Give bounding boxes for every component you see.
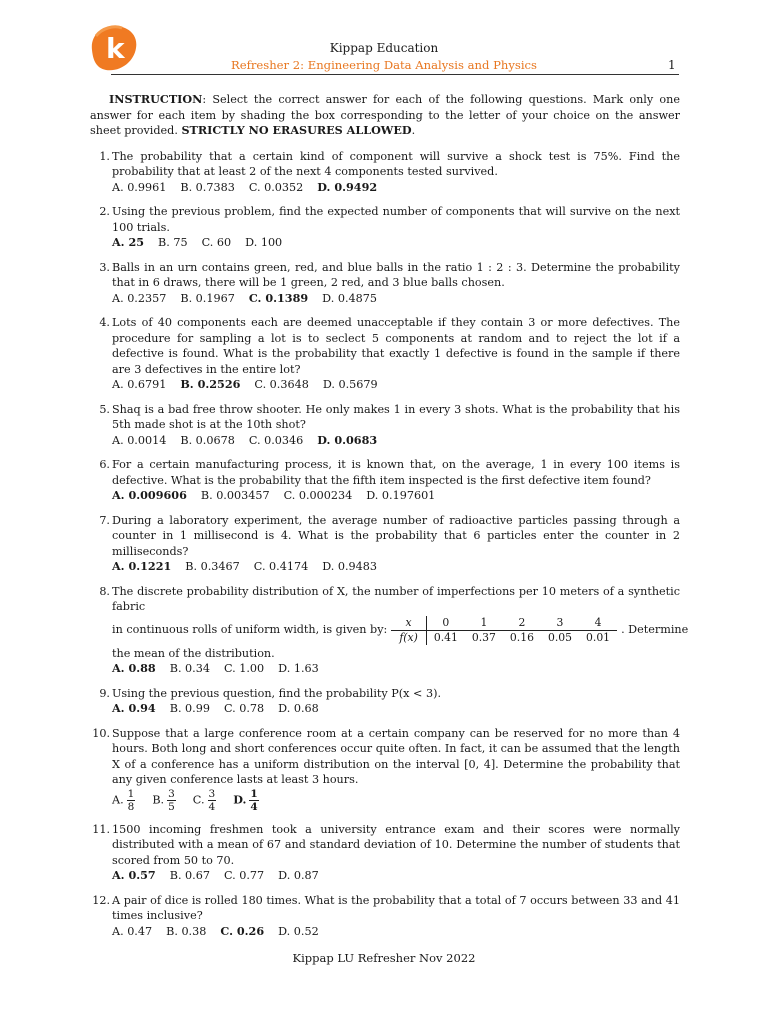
question-1 xyxy=(90,149,680,196)
answer-choice: B. 0.34 xyxy=(169,662,210,675)
choice-letter: C. xyxy=(192,793,205,806)
choices xyxy=(112,701,680,717)
question-text: Lots of 40 components each are deemed unacceptable if they contain 3 or more defectives. The procedure for sampling a lot is to seclect 5 components at random and to reject the lot if a defective is found. What is the probability that exactly 1 defective is found in the sample if there are 3 defectives in the entire lot? xyxy=(112,316,680,376)
denominator: 4 xyxy=(208,800,216,813)
question-8 xyxy=(90,584,689,677)
fraction xyxy=(127,788,136,813)
answer-choice: C. 0.1389 xyxy=(248,290,309,305)
answer-choice: C. 0.4174 xyxy=(253,560,309,573)
x-label: x xyxy=(391,616,426,631)
fraction xyxy=(208,788,217,813)
denominator: 4 xyxy=(250,800,258,813)
answer-choice: D. 0.87 xyxy=(278,869,319,882)
question-text: A pair of dice is rolled 180 times. What is the probability that a total of 7 occurs between 33 and 41 times inclusive? xyxy=(112,893,680,922)
question-text: For a certain manufacturing process, it is known that, on the average, 1 in every 100 items is defective. What is the probability that the fifth item inspected is the first defective item found? xyxy=(112,458,680,487)
answer-choice: B. 0.2526 xyxy=(180,377,241,391)
numerator: 1 xyxy=(127,787,135,800)
choices xyxy=(112,924,680,940)
fx-value: 0.05 xyxy=(547,630,573,644)
answer-choice: A. 0.0014 xyxy=(112,433,167,447)
question-number: 7. xyxy=(99,513,110,527)
denominator: 5 xyxy=(168,800,175,813)
answer-choice: A. 0.9961 xyxy=(112,180,167,194)
answer-choice: B. 0.99 xyxy=(169,702,210,715)
fx-value: 0.37 xyxy=(471,630,496,644)
header-rule xyxy=(111,74,679,75)
question-number: 8. xyxy=(99,584,110,598)
answer-choice: D. 0.68 xyxy=(278,702,319,715)
answer-choice: C. 1.00 xyxy=(223,662,265,675)
question-12 xyxy=(90,893,680,940)
question-text: Suppose that a large conference room at a certain company can be reserved for no more than 4 hours. Both long and short conferences occur quite often. In fact, it can be assumed that the length X of a conference has a uniform distribution on the interval [0, 4]. Determine the probability that any given conference lasts at least 3 hours. xyxy=(112,726,680,786)
instruction-label: INSTRUCTION xyxy=(109,92,203,106)
numerator: 3 xyxy=(168,787,175,800)
question-text: Using the previous problem, find the expected number of components that will survive on the next 100 trials. xyxy=(112,205,680,234)
question-9 xyxy=(90,686,680,717)
answer-choice: D. 0.9492 xyxy=(317,179,378,194)
answer-choice xyxy=(152,788,178,813)
answer-choice: C. 0.78 xyxy=(223,702,265,715)
answer-choice: B. 0.7383 xyxy=(180,180,235,194)
question-5 xyxy=(90,402,680,449)
question-number: 2. xyxy=(99,205,110,218)
exam-content xyxy=(90,92,689,948)
question-text: During a laboratory experiment, the average number of radioactive particles passing through a counter in 1 millisecond is 4. What is the probability that 6 particles enter the counter in 2 milliseconds? xyxy=(112,513,680,558)
x-value: 2 xyxy=(503,616,541,631)
choice-letter: A. xyxy=(112,793,124,806)
choices xyxy=(112,488,680,504)
fx-value: 0.41 xyxy=(433,630,458,644)
choice-letter: B. xyxy=(152,793,165,806)
fx-value: 0.16 xyxy=(509,630,534,644)
answer-choice xyxy=(193,788,219,813)
x-value: 0 xyxy=(426,616,465,631)
question-4 xyxy=(90,315,680,393)
choices xyxy=(112,788,680,813)
answer-choice: D. 0.0683 xyxy=(317,432,378,447)
answer-choice: D. 0.4875 xyxy=(322,291,377,305)
question-2 xyxy=(90,204,680,251)
question-7 xyxy=(90,513,680,575)
answer-choice: A. 0.1221 xyxy=(112,559,172,573)
choices xyxy=(112,377,680,393)
choices xyxy=(112,559,680,575)
answer-choice: B. 0.3467 xyxy=(185,560,240,573)
answer-choice: B. 0.1967 xyxy=(180,291,235,305)
question-number: 9. xyxy=(99,686,110,700)
answer-choice: D. 0.52 xyxy=(278,924,319,938)
answer-choice: C. 0.26 xyxy=(220,923,265,938)
x-value: 4 xyxy=(579,616,617,631)
question-3 xyxy=(90,260,680,307)
choices xyxy=(112,291,680,307)
answer-choice: B. 0.67 xyxy=(169,869,210,882)
question-number: 5. xyxy=(99,402,110,416)
answer-choice: C. 60 xyxy=(201,236,232,249)
page-footer: Kippap LU Refresher Nov 2022 xyxy=(292,951,476,965)
question-number: 11. xyxy=(92,822,110,836)
numerator: 3 xyxy=(208,787,216,800)
numerator: 1 xyxy=(250,787,258,800)
answer-choice: C. 0.0352 xyxy=(248,180,304,194)
distribution-table xyxy=(391,616,617,645)
answer-choice: C. 0.0346 xyxy=(248,433,304,447)
fraction xyxy=(249,788,258,813)
question-text-b: in continuous rolls of uniform width, is given by: xyxy=(112,623,388,637)
question-number: 3. xyxy=(99,260,110,274)
choices xyxy=(112,661,680,677)
answer-choice: D. 0.5679 xyxy=(322,378,378,391)
question-number: 1. xyxy=(99,149,110,163)
x-value: 1 xyxy=(465,616,503,631)
fx-label: f(x) xyxy=(391,630,426,645)
page-number: 1 xyxy=(668,58,676,72)
answer-choice: D. 1.63 xyxy=(278,662,319,675)
question-text-c: . Determine xyxy=(621,623,689,637)
question-text: 1500 incoming freshmen took a university entrance exam and their scores were normally distributed with a mean of 67 and standard deviation of 10. Determine the number of students that scored from 50 to 70. xyxy=(112,822,680,867)
question-number: 10. xyxy=(92,726,110,740)
question-number: 6. xyxy=(99,458,110,471)
fx-value: 0.01 xyxy=(586,630,611,644)
question-text: The discrete probability distribution of X, the number of imperfections per 10 meters of a synthetic fabric xyxy=(112,584,680,613)
question-number: 12. xyxy=(92,893,110,907)
fraction xyxy=(167,788,176,813)
answer-choice: A. 0.6791 xyxy=(112,378,167,391)
answer-choice xyxy=(112,788,138,813)
answer-choice: B. 0.38 xyxy=(166,924,207,938)
choices xyxy=(112,868,680,884)
choice-letter: D. xyxy=(233,792,247,806)
choices xyxy=(112,235,680,251)
question-text: Balls in an urn contains green, red, and blue balls in the ratio 1 : 2 : 3. Determine the probability that in 6 draws, there will be 1 green, 2 red, and 3 blue balls chosen. xyxy=(112,260,680,289)
answer-choice: C. 0.77 xyxy=(223,869,265,882)
answer-choice: A. 0.57 xyxy=(112,868,156,882)
question-text: Using the previous question, find the probability P(x < 3). xyxy=(112,686,442,700)
question-list xyxy=(90,149,680,575)
question-text: The probability that a certain kind of component will survive a shock test is 75%. Find the probability that at least 2 of the next 4 components tested survived. xyxy=(112,149,680,178)
header-subtitle: Refresher 2: Engineering Data Analysis and Physics xyxy=(230,58,537,72)
answer-choice: D. 0.9483 xyxy=(322,560,378,573)
header-org: Kippap Education xyxy=(329,41,439,55)
answer-choice: C. 0.3648 xyxy=(254,378,309,391)
x-value: 3 xyxy=(541,616,579,631)
answer-choice: A. 0.2357 xyxy=(112,291,167,305)
question-6 xyxy=(90,457,680,504)
fx-row xyxy=(391,630,617,645)
question-text: Shaq is a bad free throw shooter. He only makes 1 in every 3 shots. What is the probability that his 5th made shot is at the 10th shot? xyxy=(112,402,680,431)
question-11 xyxy=(90,822,680,884)
choices xyxy=(112,433,680,449)
answer-choice: A. 0.009606 xyxy=(112,488,187,502)
distribution-line xyxy=(112,615,689,645)
instruction xyxy=(90,92,680,139)
instruction-end: . xyxy=(411,124,416,137)
answer-choice: B. 0.003457 xyxy=(200,489,270,502)
answer-choice: C. 0.000234 xyxy=(283,489,353,502)
answer-choice: D. 0.197601 xyxy=(366,489,436,502)
question-10 xyxy=(90,726,680,813)
answer-choice: A. 0.94 xyxy=(112,701,156,715)
answer-choice: A. 25 xyxy=(112,235,145,249)
logo-letter: k xyxy=(106,32,125,65)
answer-choice: B. 0.0678 xyxy=(180,433,235,447)
denominator: 8 xyxy=(127,800,135,813)
question-text-d: the mean of the distribution. xyxy=(112,646,275,660)
answer-choice: A. 0.47 xyxy=(112,924,153,938)
x-row xyxy=(391,616,617,631)
choices xyxy=(112,180,680,196)
instruction-text: : Select the correct answer for each of the following questions. Mark only one answer for each item by shading the box corresponding to the letter of your choice on the answer sheet provided. xyxy=(90,93,680,137)
answer-choice: D. 100 xyxy=(245,236,283,249)
answer-choice: B. 75 xyxy=(158,236,188,249)
instruction-emphasis: STRICTLY NO ERASURES ALLOWED xyxy=(181,123,412,137)
answer-choice: A. 0.88 xyxy=(112,661,156,675)
question-number: 4. xyxy=(99,316,110,329)
answer-choice xyxy=(233,788,262,813)
